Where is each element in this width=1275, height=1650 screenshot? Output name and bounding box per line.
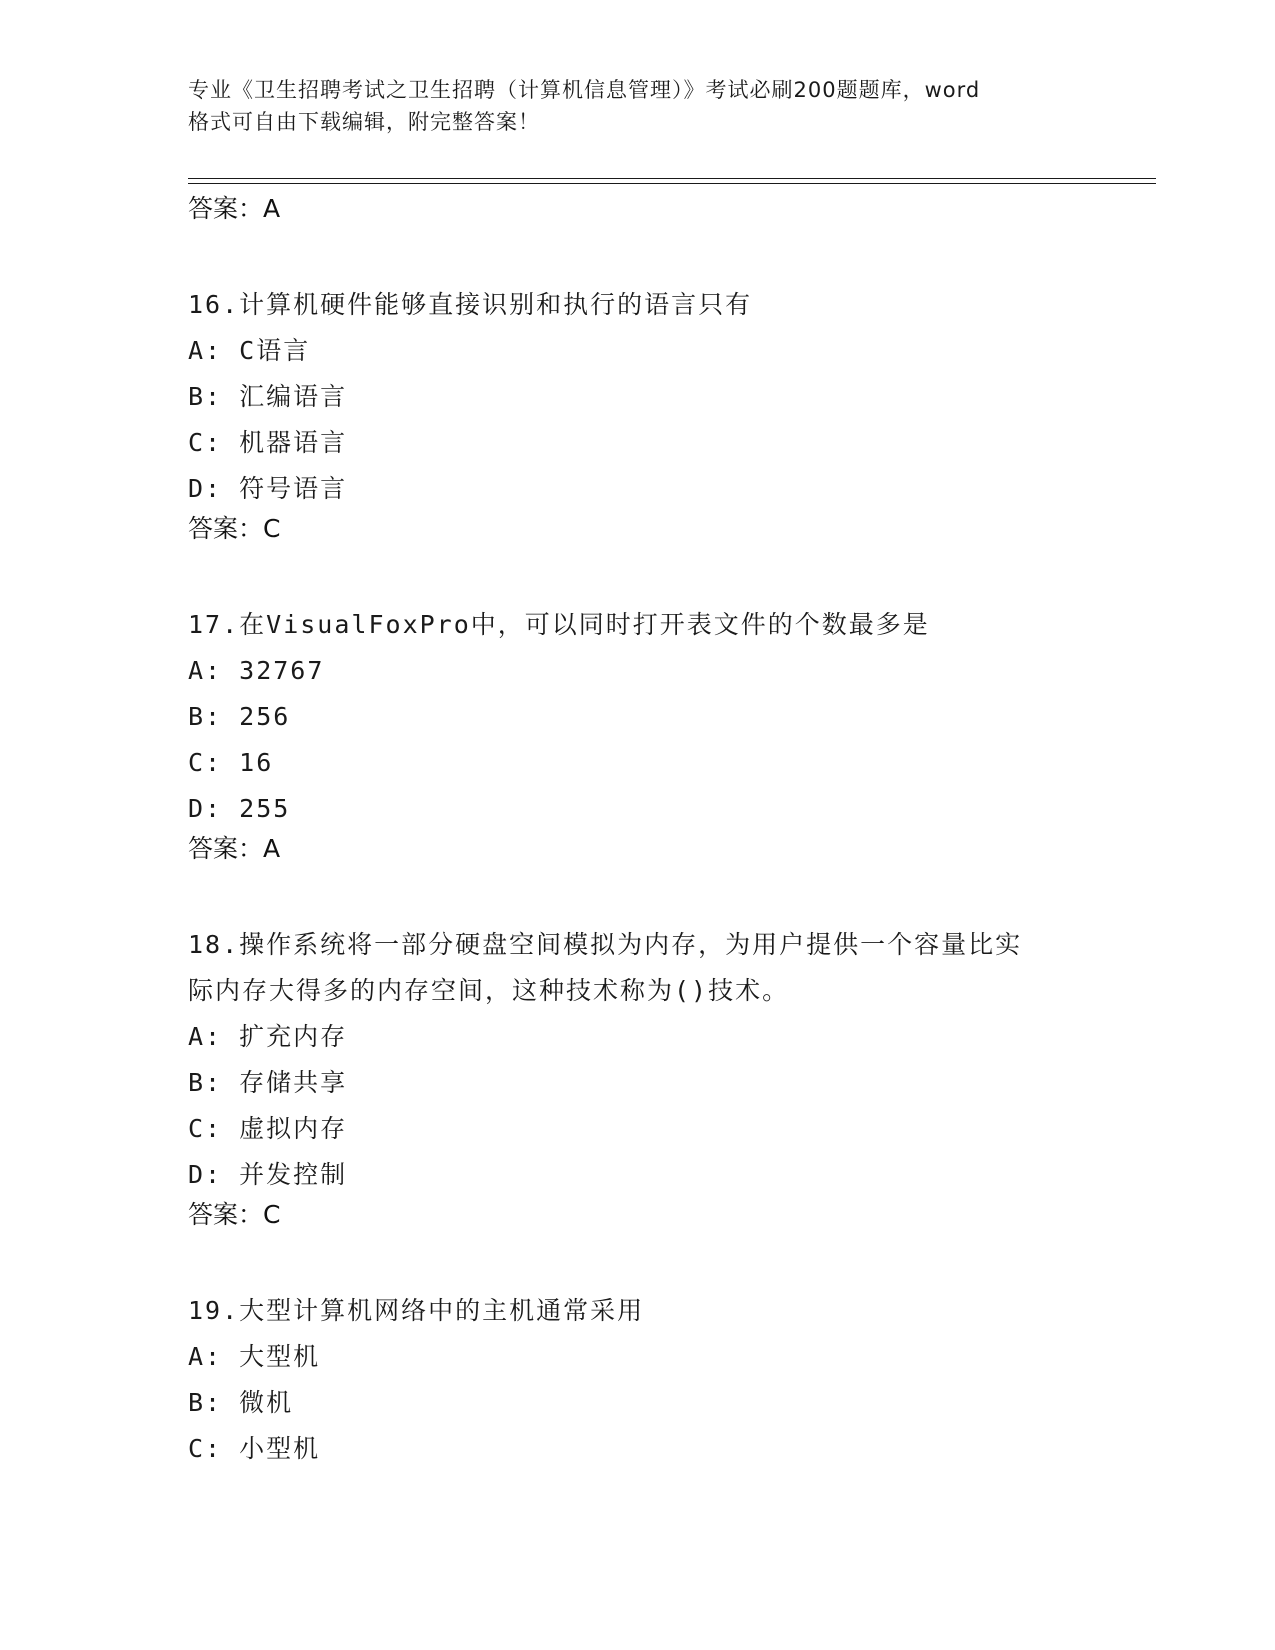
question-17 bbox=[188, 602, 1088, 866]
option-b: B: 256 bbox=[188, 702, 291, 731]
option-d: D: 符号语言 bbox=[188, 474, 348, 503]
question-stem-line-1: 18.操作系统将一部分硬盘空间模拟为内存，为用户提供一个容量比实 bbox=[188, 930, 1023, 959]
option-a: A: C语言 bbox=[188, 336, 311, 365]
header-line-1: 专业《卫生招聘考试之卫生招聘（计算机信息管理）》考试必刷200题题库，word bbox=[188, 78, 981, 102]
option-d: D: 255 bbox=[188, 794, 291, 823]
option-c: C: 虚拟内存 bbox=[188, 1114, 348, 1143]
question-18 bbox=[188, 922, 1088, 1232]
option-b: B: 存储共享 bbox=[188, 1068, 348, 1097]
option-b: B: 汇编语言 bbox=[188, 382, 348, 411]
answer-line: 答案：A bbox=[188, 834, 281, 863]
question-list bbox=[188, 192, 1088, 1472]
header-divider-top bbox=[188, 178, 1156, 179]
header-divider-bottom bbox=[188, 183, 1156, 184]
option-c: C: 机器语言 bbox=[188, 428, 348, 457]
answer-line: 答案：C bbox=[188, 1200, 281, 1229]
document-header bbox=[188, 74, 1088, 138]
option-a: A: 扩充内存 bbox=[188, 1022, 348, 1051]
question-16 bbox=[188, 282, 1088, 546]
option-d: D: 并发控制 bbox=[188, 1160, 348, 1189]
answer-line: 答案：A bbox=[188, 194, 281, 223]
question-19 bbox=[188, 1288, 1088, 1472]
option-b: B: 微机 bbox=[188, 1388, 294, 1417]
question-stem: 17.在VisualFoxPro中，可以同时打开表文件的个数最多是 bbox=[188, 610, 930, 639]
option-a: A: 大型机 bbox=[188, 1342, 321, 1371]
question-stem-line-2: 际内存大得多的内存空间，这种技术称为()技术。 bbox=[188, 976, 790, 1005]
option-a: A: 32767 bbox=[188, 656, 325, 685]
option-c: C: 小型机 bbox=[188, 1434, 321, 1463]
header-line-2: 格式可自由下载编辑，附完整答案！ bbox=[188, 110, 540, 134]
answer-line: 答案：C bbox=[188, 514, 281, 543]
question-stem: 16.计算机硬件能够直接识别和执行的语言只有 bbox=[188, 290, 753, 319]
question-stem: 19.大型计算机网络中的主机通常采用 bbox=[188, 1296, 645, 1325]
option-c: C: 16 bbox=[188, 748, 274, 777]
